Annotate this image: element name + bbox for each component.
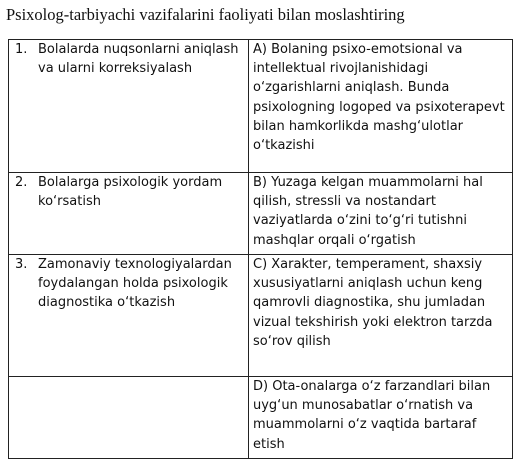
table-row xyxy=(9,40,513,173)
matching-table xyxy=(8,39,513,459)
task-text: Zamonaviy texnologiyalardan foydalangan holda psixologik diagnostika o‘tkazish xyxy=(38,257,232,311)
table-row xyxy=(9,255,513,377)
table-row xyxy=(9,173,513,255)
task-number: 3. xyxy=(15,257,28,272)
task-number: 2. xyxy=(15,175,28,190)
task-text: Bolalarga psixologik yordam ko‘rsatish xyxy=(38,175,223,210)
activity-cell xyxy=(249,40,513,173)
task-text: Bolalarda nuqsonlarni aniqlash va ularni korreksiyalash xyxy=(38,42,239,77)
activity-text: C) Xarakter, temperament, shaxsiy xususiyatlarni aniqlash uchun keng qamrovli diagnostika, shu jumladan vizual tekshirish yoki elektron tarzda so‘rov qilish xyxy=(253,257,493,349)
task-cell xyxy=(9,255,249,377)
task-cell xyxy=(9,173,249,255)
task-cell xyxy=(9,40,249,173)
activity-text: A) Bolaning psixo-emotsional va intellektual rivojlanishidagi o‘zgarishlarni aniqlash. Bunda psixologning logoped va psixoterapevt bilan hamkorlikda mashg‘ulotlar o‘tkazishi xyxy=(253,42,505,154)
activity-cell xyxy=(249,377,513,459)
page-title: Psixolog-tarbiyachi vazifalarini faoliyati bilan moslashtiring xyxy=(6,5,405,24)
activity-text: D) Ota-onalarga o‘z farzandlari bilan uyg‘un munosabatlar o‘rnatish va muammolarni o‘z vaqtida bartaraf etish xyxy=(253,379,491,452)
task-number: 1. xyxy=(15,42,28,57)
table-row xyxy=(9,377,513,459)
task-cell xyxy=(9,377,249,459)
activity-cell xyxy=(249,255,513,377)
activity-cell xyxy=(249,173,513,255)
activity-text: B) Yuzaga kelgan muammolarni hal qilish, stressli va nostandart vaziyatlarda o‘zini to‘g‘ri tutishni mashqlar orqali o‘rgatish xyxy=(253,175,483,248)
